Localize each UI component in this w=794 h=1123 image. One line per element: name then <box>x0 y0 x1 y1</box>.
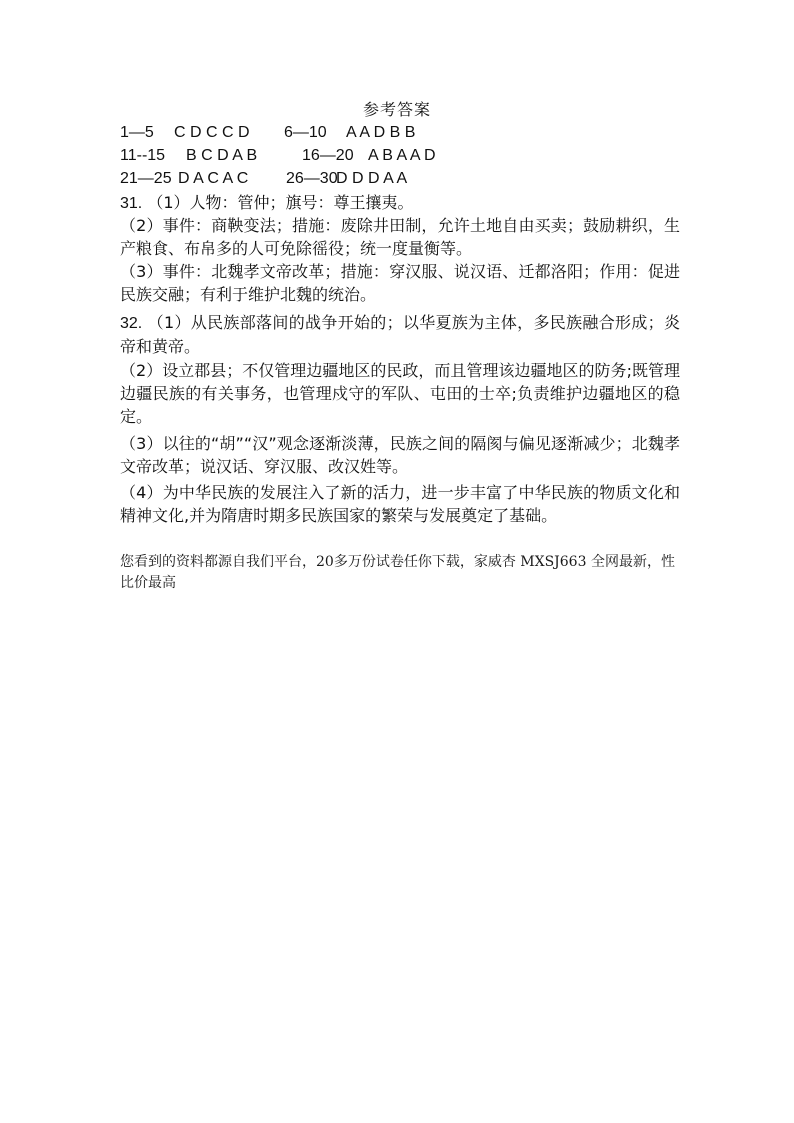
q31-part2: （2）事件：商鞅变法；措施：废除井田制，允许土地自由买卖；鼓励耕织，生产粮食、布帛多的人可免除徭役；统一度量衡等。 <box>120 216 680 258</box>
question-number: 31. <box>120 195 143 212</box>
mc-range: 16—20 <box>302 147 354 164</box>
q32-part3: （3）以往的“胡”“汉”观念逐渐淡薄，民族之间的隔阂与偏见逐渐减少；北魏孝文帝改革；说汉话、穿汉服、改汉姓等。 <box>120 434 680 476</box>
footer-notice: 您看到的资料都源自我们平台，20多万份试卷任你下载，家威杏 MXSJ663 全网最新，性比价最高 <box>120 554 675 591</box>
question-number: 32. <box>120 315 143 332</box>
mc-answers: A A D B B <box>346 124 416 141</box>
mc-range: 21—25 <box>120 170 172 187</box>
q31-part1 <box>120 191 680 215</box>
q31-part3: （3）事件：北魏孝文帝改革；措施：穿汉服、说汉语、迁都洛阳；作用：促进民族交融；有利于维护北魏的统治。 <box>120 262 680 304</box>
mc-answers: C D C C D <box>174 124 250 141</box>
q32-part2: （2）设立郡县；不仅管理边疆地区的民政，而且管理该边疆地区的防务;既管理边疆民族的有关事务，也管理戍守的军队、屯田的士卒;负责维护边疆地区的稳定。 <box>120 361 680 426</box>
mc-answers: D D D A A <box>336 170 408 187</box>
page-title: 参考答案 <box>362 100 431 119</box>
mc-range: 1—5 <box>120 124 154 141</box>
mc-answers: B C D A B <box>186 147 258 164</box>
mc-range: 11--15 <box>120 147 166 164</box>
answer-text: （1）从民族部落间的战争开始的；以华夏族为主体，多民族融合形成；炎帝和黄帝。 <box>120 313 680 356</box>
mc-answers: D A C A C <box>178 170 249 187</box>
mc-range: 6—10 <box>284 124 327 141</box>
mc-range: 26—30 <box>286 170 338 187</box>
q32-part1 <box>120 311 680 358</box>
mc-answers: A B A A D <box>368 147 436 164</box>
q32-part4: （4）为中华民族的发展注入了新的活力，进一步丰富了中华民族的物质文化和精神文化,并为隋唐时期多民族国家的繁荣与发展奠定了基础。 <box>120 483 680 525</box>
answer-text: （1）人物：管仲；旗号：尊王攘夷。 <box>147 193 414 212</box>
